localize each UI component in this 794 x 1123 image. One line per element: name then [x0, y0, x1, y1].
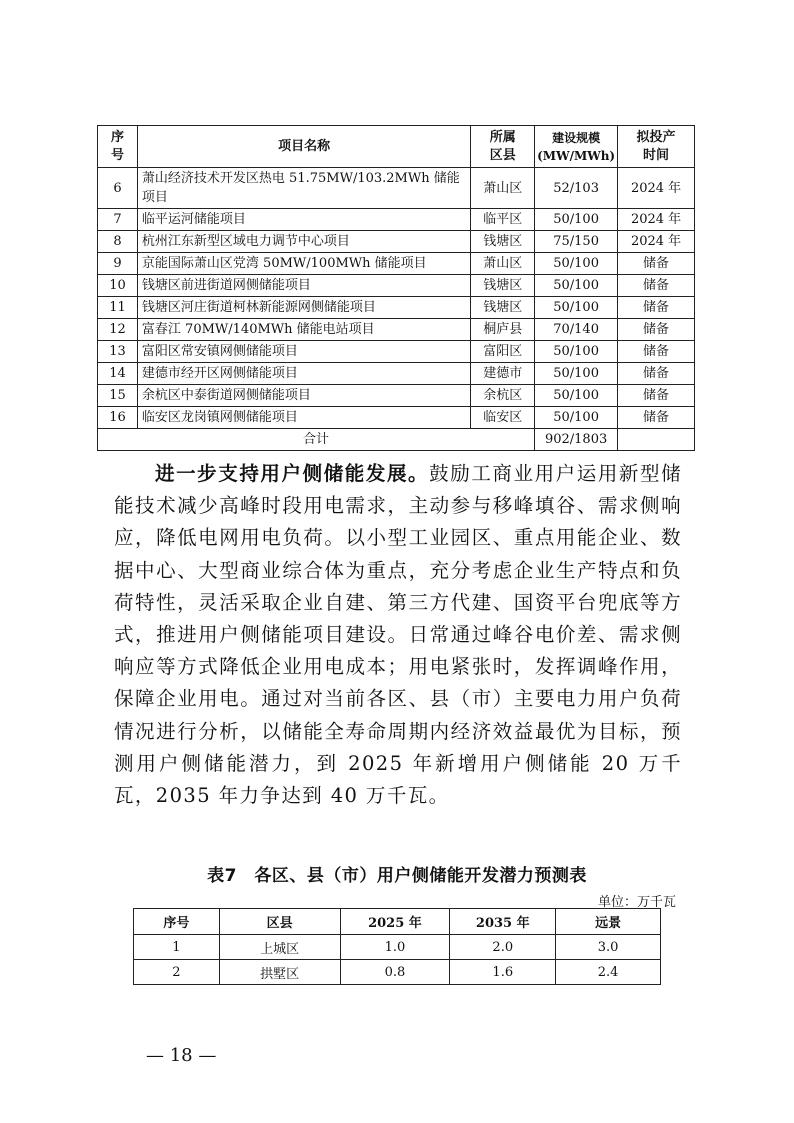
row-project-name: 钱塘区河庄街道柯林新能源网侧储能项目	[137, 297, 470, 319]
row-index: 15	[98, 385, 138, 407]
row-scale: 50/100	[535, 209, 618, 231]
t2-header-2025: 2025 年	[340, 909, 450, 935]
t2-district: 拱墅区	[219, 960, 340, 985]
row-commission-time: 储备	[618, 407, 695, 429]
row-district: 建德市	[471, 363, 535, 385]
paragraph-body: 鼓励工商业用户运用新型储能技术减少高峰时段用电需求，主动参与移峰填谷、需求侧响应，降低电网用电负荷。以小型工业园区、重点用能企业、数据中心、大型商业综合体为重点，充分考虑企业生产特点和负荷特性，灵活采取企业自建、第三方代建、国资平台兜底等方式，推进用户侧储能项目建设。日常通过峰谷电价差、需求侧响应等方式降低企业用电成本；用电紧张时，发挥调峰作用，保障企业用电。通过对当前各区、县（市）主要电力用户负荷情况进行分析，以储能全寿命周期内经济效益最优为目标，预测用户侧储能潜力，到 2025 年新增用户侧储能 20 万千瓦，2035 年力争达到 40 万千瓦。	[114, 462, 682, 808]
row-index: 10	[98, 275, 138, 297]
row-index: 13	[98, 341, 138, 363]
row-scale: 50/100	[535, 341, 618, 363]
row-scale: 75/150	[535, 231, 618, 253]
row-project-name: 建德市经开区网侧储能项目	[137, 363, 470, 385]
header-commission-time: 拟投产 时间	[618, 126, 695, 168]
row-district: 钱塘区	[471, 297, 535, 319]
row-commission-time: 2024 年	[618, 168, 695, 209]
row-commission-time: 储备	[618, 319, 695, 341]
row-project-name: 余杭区中泰街道网侧储能项目	[137, 385, 470, 407]
t2-header-long-term: 远景	[556, 909, 661, 935]
t2-header-district: 区县	[219, 909, 340, 935]
row-commission-time: 储备	[618, 275, 695, 297]
body-paragraph	[114, 458, 682, 812]
table-row	[98, 363, 695, 385]
row-project-name: 钱塘区前进街道网侧储能项目	[137, 275, 470, 297]
t2-header-2035: 2035 年	[450, 909, 556, 935]
row-scale: 50/100	[535, 275, 618, 297]
row-commission-time: 储备	[618, 341, 695, 363]
row-district: 余杭区	[471, 385, 535, 407]
row-commission-time: 2024 年	[618, 209, 695, 231]
t2-header-index: 序号	[134, 909, 220, 935]
row-district: 富阳区	[471, 341, 535, 363]
table-caption: 表7 各区、县（市）用户侧储能开发潜力预测表	[207, 866, 587, 886]
row-commission-time: 储备	[618, 297, 695, 319]
row-scale: 50/100	[535, 385, 618, 407]
row-scale: 70/140	[535, 319, 618, 341]
table-row	[98, 385, 695, 407]
table-row	[134, 960, 661, 985]
row-scale: 50/100	[535, 363, 618, 385]
row-project-name: 萧山经济技术开发区热电 51.75MW/103.2MWh 储能项目	[137, 168, 470, 209]
row-district: 桐庐县	[471, 319, 535, 341]
row-project-name: 临平运河储能项目	[137, 209, 470, 231]
row-commission-time: 2024 年	[618, 231, 695, 253]
row-index: 14	[98, 363, 138, 385]
row-scale: 50/100	[535, 253, 618, 275]
row-district: 钱塘区	[471, 275, 535, 297]
row-index: 7	[98, 209, 138, 231]
row-project-name: 富阳区常安镇网侧储能项目	[137, 341, 470, 363]
row-index: 9	[98, 253, 138, 275]
row-index: 11	[98, 297, 138, 319]
row-scale: 50/100	[535, 407, 618, 429]
row-project-name: 富春江 70MW/140MWh 储能电站项目	[137, 319, 470, 341]
row-index: 6	[98, 168, 138, 209]
row-index: 8	[98, 231, 138, 253]
table-row	[98, 319, 695, 341]
row-district: 萧山区	[471, 168, 535, 209]
row-project-name: 临安区龙岗镇网侧储能项目	[137, 407, 470, 429]
header-index: 序 号	[98, 126, 138, 168]
row-district: 临安区	[471, 407, 535, 429]
row-scale: 50/100	[535, 297, 618, 319]
row-index: 12	[98, 319, 138, 341]
row-project-name: 京能国际萧山区党湾 50MW/100MWh 储能项目	[137, 253, 470, 275]
row-district: 临平区	[471, 209, 535, 231]
header-project-name: 项目名称	[137, 126, 470, 168]
row-index: 16	[98, 407, 138, 429]
row-district: 钱塘区	[471, 231, 535, 253]
header-scale: 建设规模 (MW/MWh)	[535, 126, 618, 168]
row-commission-time: 储备	[618, 253, 695, 275]
t2-value-2035: 2.0	[450, 935, 556, 960]
paragraph-lead: 进一步支持用户侧储能发展。	[155, 462, 430, 485]
table-row	[98, 341, 695, 363]
t2-value-long-term: 3.0	[556, 935, 661, 960]
t2-value-2025: 1.0	[340, 935, 450, 960]
total-label: 合计	[98, 429, 535, 451]
table-row	[98, 209, 695, 231]
t2-value-2025: 0.8	[340, 960, 450, 985]
row-commission-time: 储备	[618, 385, 695, 407]
table-row	[134, 935, 661, 960]
potential-forecast-table	[133, 908, 661, 985]
table-unit: 单位：万千瓦	[597, 895, 676, 910]
page-number: — 18 —	[146, 1045, 217, 1066]
t2-index: 2	[134, 960, 220, 985]
t2-value-2035: 1.6	[450, 960, 556, 985]
row-scale: 52/103	[535, 168, 618, 209]
total-empty-cell	[618, 429, 695, 451]
row-district: 萧山区	[471, 253, 535, 275]
header-district: 所属 区县	[471, 126, 535, 168]
row-commission-time: 储备	[618, 363, 695, 385]
table-row	[98, 297, 695, 319]
row-project-name: 杭州江东新型区域电力调节中心项目	[137, 231, 470, 253]
t2-index: 1	[134, 935, 220, 960]
table-row	[98, 253, 695, 275]
table-row	[98, 231, 695, 253]
table-row	[98, 407, 695, 429]
total-value: 902/1803	[535, 429, 618, 451]
t2-district: 上城区	[219, 935, 340, 960]
storage-project-table	[97, 125, 695, 451]
table-row	[98, 168, 695, 209]
table-row	[98, 275, 695, 297]
t2-value-long-term: 2.4	[556, 960, 661, 985]
